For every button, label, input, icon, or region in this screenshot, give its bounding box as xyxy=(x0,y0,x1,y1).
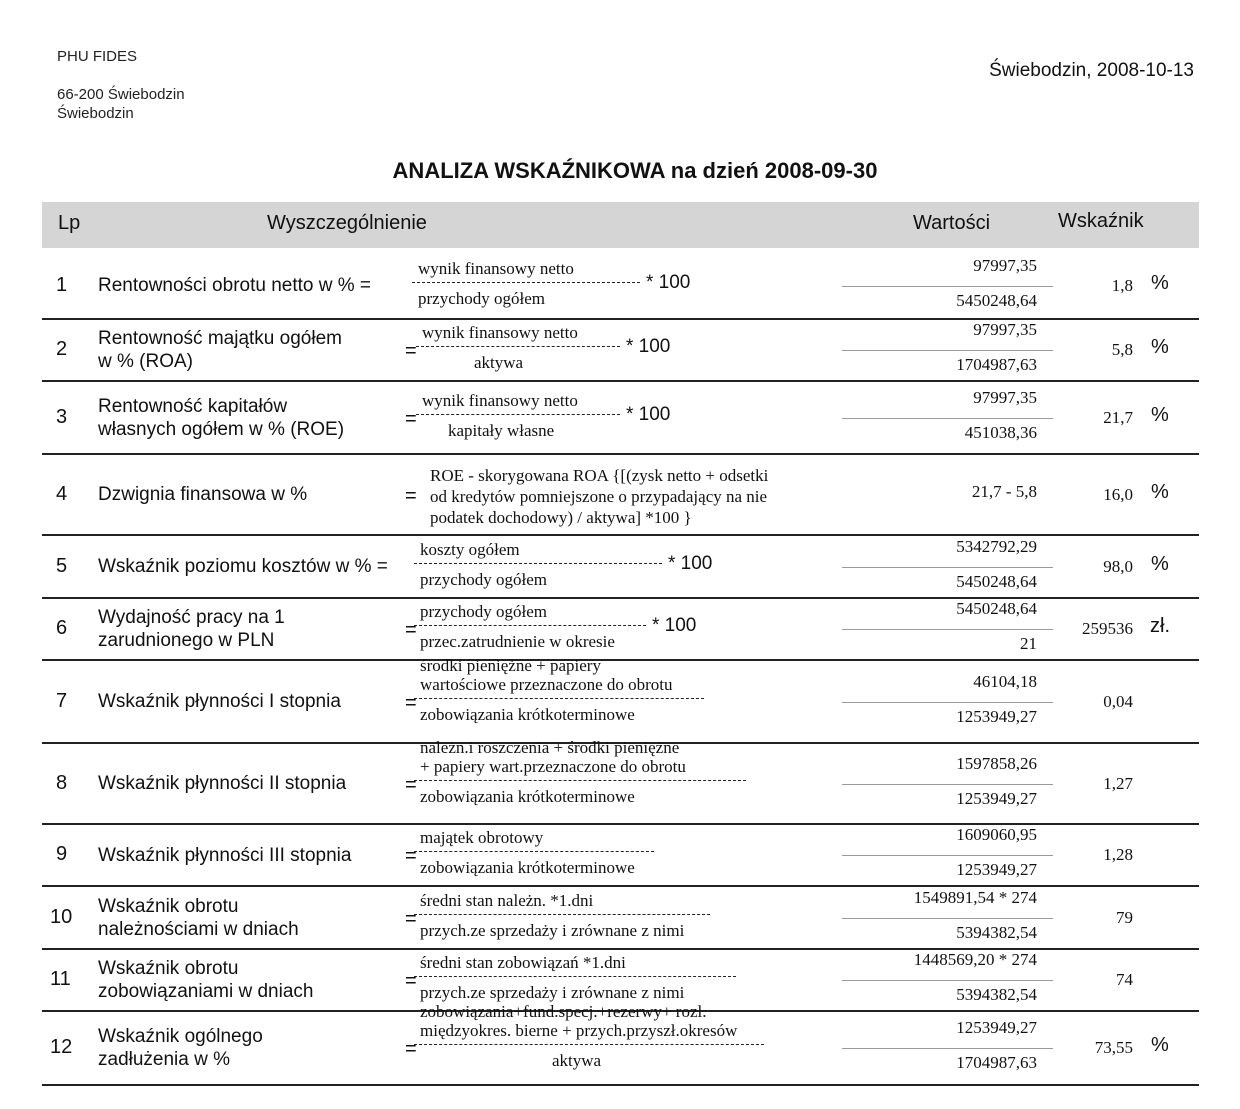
formula-denominator-line: przychody ogółem xyxy=(420,569,547,589)
fraction-line xyxy=(416,414,620,415)
formula-text-line: od kredytów pomniejszone o przypadający na nie xyxy=(430,486,768,506)
place-date: Świebodzin, 2008-10-13 xyxy=(989,60,1194,81)
indicator-value: 0,04 xyxy=(1103,691,1133,711)
equals-sign: = xyxy=(405,340,417,362)
value-denominator: 1704987,63 xyxy=(956,355,1037,374)
row-label-line: Wskaźnik obrotu xyxy=(98,895,239,917)
equals-sign: = xyxy=(405,845,417,867)
formula-numerator xyxy=(420,540,520,559)
indicator-value: 1,27 xyxy=(1103,773,1133,793)
indicator-value: 73,55 xyxy=(1094,1038,1133,1057)
row-label-line: zadłużenia w % xyxy=(98,1049,231,1070)
row-label xyxy=(98,957,313,1003)
value-numerator: 5342792,29 xyxy=(956,536,1037,556)
formula-denominator-line: przychody ogółem xyxy=(418,288,545,308)
row-label xyxy=(98,555,388,578)
company-block xyxy=(57,47,185,123)
col-header-desc: Wyszczególnienie xyxy=(267,212,427,234)
formula-denominator-line: przec.zatrudnienie w okresie xyxy=(420,632,615,651)
col-header-lp: Lp xyxy=(58,212,81,234)
row-label-line: Wskaźnik płynności II stopnia xyxy=(98,773,347,794)
value-separator xyxy=(842,286,1053,287)
row-number: 10 xyxy=(50,905,73,928)
value-numerator: 5450248,64 xyxy=(956,599,1037,618)
formula-denominator-line: przych.ze sprzedaży i zrównane z nimi xyxy=(420,983,685,1002)
formula-text-line: ROE - skorygowana ROA {[(zysk netto + odsetki xyxy=(430,465,769,485)
equals-sign: = xyxy=(405,970,417,992)
indicator-unit: % xyxy=(1151,403,1169,426)
formula-numerator-line: średni stan zobowiązań *1.dni xyxy=(420,953,626,972)
formula-numerator-line: środki pieniężne + papiery xyxy=(420,655,601,675)
row-label xyxy=(98,772,346,795)
row-label-line: Dzwignia finansowa w % xyxy=(98,484,308,505)
formula-numerator-line: międzyokres. bierne + przych.przyszł.okresów xyxy=(420,1021,738,1040)
value-single: 21,7 - 5,8 xyxy=(971,481,1037,501)
row-number: 11 xyxy=(50,968,71,990)
row-label xyxy=(98,690,341,713)
equals-sign: = xyxy=(405,619,417,641)
row-label-line: Wskaźnik poziomu kosztów w % = xyxy=(98,556,388,577)
fraction-line xyxy=(412,282,640,283)
indicator-value: 79 xyxy=(1116,907,1133,927)
fraction-line xyxy=(414,780,746,781)
value-numerator: 1597858,26 xyxy=(956,753,1037,773)
formula-text xyxy=(430,465,768,528)
value-separator xyxy=(842,350,1053,351)
value-denominator: 5394382,54 xyxy=(956,922,1037,942)
row-number: 2 xyxy=(56,338,68,360)
formula-denominator xyxy=(420,570,547,589)
formula-denominator xyxy=(418,289,545,308)
formula-numerator-line: majątek obrotowy xyxy=(420,828,544,847)
fraction-line xyxy=(414,698,704,699)
formula-numerator-line: średni stan należn. *1.dni xyxy=(420,890,594,910)
value-numerator: 97997,35 xyxy=(973,387,1037,407)
col-header-indicator: Wskaźnik xyxy=(1058,210,1144,232)
formula-denominator xyxy=(420,632,615,651)
row-number: 1 xyxy=(56,273,68,296)
indicator-unit: % xyxy=(1151,480,1169,503)
row-label xyxy=(98,844,351,867)
fraction-line xyxy=(414,625,646,626)
value-numerator: 97997,35 xyxy=(973,320,1037,339)
indicator-value: 21,7 xyxy=(1103,407,1133,427)
formula-numerator xyxy=(420,738,686,776)
row-number: 8 xyxy=(56,771,68,794)
row-label-line: Rentowność majątku ogółem xyxy=(98,328,342,349)
indicator-unit: % xyxy=(1151,552,1169,575)
row-number: 4 xyxy=(56,482,68,505)
company-city: Świebodzin xyxy=(57,105,134,122)
formula-numerator-line: wynik finansowy netto xyxy=(418,258,574,278)
row-label-line: własnych ogółem w % (ROE) xyxy=(98,418,345,440)
indicator-value: 1,8 xyxy=(1111,275,1133,295)
formula-denominator xyxy=(420,858,635,877)
fraction-line xyxy=(414,976,736,977)
company-postal: 66-200 Świebodzin xyxy=(57,86,185,103)
formula-numerator xyxy=(420,602,547,621)
row-number: 6 xyxy=(56,617,68,639)
value-denominator: 1253949,27 xyxy=(956,706,1037,726)
row-number: 5 xyxy=(56,554,68,577)
formula-denominator xyxy=(420,705,635,724)
value-denominator: 5394382,54 xyxy=(956,985,1037,1004)
row-label-line: w % (ROA) xyxy=(98,351,193,372)
value-numerator: 1253949,27 xyxy=(956,1018,1037,1037)
value-separator xyxy=(842,702,1053,703)
formula-denominator xyxy=(420,921,684,940)
indicator-unit: % xyxy=(1151,1034,1169,1056)
formula-numerator-line: zobowiązania+fund.specj.+rezerwy+ rozl. xyxy=(420,1002,707,1021)
equals-sign: = xyxy=(405,407,417,430)
value-denominator: 5450248,64 xyxy=(956,571,1037,591)
equals-sign: = xyxy=(405,773,417,796)
row-label-line: Wskaźnik płynności I stopnia xyxy=(98,691,341,712)
indicator-value: 74 xyxy=(1116,970,1133,989)
formula-numerator xyxy=(420,1002,737,1040)
row-label xyxy=(98,274,371,297)
indicator-value: 1,28 xyxy=(1103,845,1133,864)
value-denominator: 451038,36 xyxy=(964,422,1037,442)
formula-numerator xyxy=(420,828,543,847)
indicator-value: 5,8 xyxy=(1111,340,1133,359)
fraction-line xyxy=(414,563,662,564)
value-numerator: 97997,35 xyxy=(973,255,1037,275)
formula-numerator xyxy=(422,323,578,342)
value-denominator: 1704987,63 xyxy=(956,1053,1037,1072)
formula-denominator-line: przych.ze sprzedaży i zrównane z nimi xyxy=(420,920,685,940)
multiplier: * 100 xyxy=(646,271,691,293)
multiplier: * 100 xyxy=(626,403,671,425)
multiplier: * 100 xyxy=(626,336,671,357)
formula-numerator-line: wynik finansowy netto xyxy=(422,323,578,342)
formula-denominator-line: zobowiązania krótkoterminowe xyxy=(420,858,635,877)
row-label-line: zobowiązaniami w dniach xyxy=(98,981,314,1002)
indicator-unit: % xyxy=(1151,271,1169,294)
row-label-line: należnościami w dniach xyxy=(98,918,299,940)
formula-text-line: podatek dochodowy) / aktywa] *100 } xyxy=(430,507,692,527)
value-numerator: 46104,18 xyxy=(973,671,1037,691)
row-label xyxy=(98,483,307,506)
value-denominator: 21 xyxy=(1020,634,1037,653)
row-label-line: Wydajność pracy na 1 xyxy=(98,607,285,628)
value-numerator: 1448569,20 * 274 xyxy=(913,950,1037,969)
value-separator xyxy=(842,418,1053,419)
row-label xyxy=(98,1025,263,1071)
formula-denominator xyxy=(474,353,523,372)
formula-denominator-line: aktywa xyxy=(474,353,524,372)
formula-numerator xyxy=(422,391,578,410)
company-name: PHU FIDES xyxy=(57,48,138,65)
value-separator xyxy=(842,1048,1053,1049)
formula-numerator xyxy=(420,656,673,694)
row-number: 7 xyxy=(56,689,68,712)
row-number: 12 xyxy=(50,1036,73,1058)
row-label-line: zarudnionego w PLN xyxy=(98,630,275,651)
row-label xyxy=(98,395,344,441)
formula-denominator-line: zobowiązania krótkoterminowe xyxy=(420,786,635,806)
fraction-line xyxy=(416,346,620,347)
indicator-value: 16,0 xyxy=(1103,484,1133,504)
formula-numerator-line: należn.i roszczenia + środki pieniężne xyxy=(420,737,680,757)
fraction-line xyxy=(414,914,710,915)
value-denominator: 1253949,27 xyxy=(956,788,1037,808)
formula-numerator-line: przychody ogółem xyxy=(420,602,547,621)
formula-denominator xyxy=(420,983,684,1002)
formula-numerator xyxy=(418,259,574,278)
equals-sign: = xyxy=(405,691,417,714)
row-divider xyxy=(42,453,1199,455)
formula-denominator-line: kapitały własne xyxy=(448,420,555,440)
formula-numerator-line: wynik finansowy netto xyxy=(422,390,578,410)
row-label xyxy=(98,606,285,652)
formula-denominator xyxy=(552,1051,601,1070)
formula-denominator xyxy=(448,421,554,440)
table-header xyxy=(42,202,1199,248)
row-number: 9 xyxy=(56,843,68,865)
formula-numerator xyxy=(420,891,593,910)
report-title: ANALIZA WSKAŹNIKOWA na dzień 2008-09-30 xyxy=(392,158,878,183)
fraction-line xyxy=(414,851,654,852)
col-header-values: Wartości xyxy=(913,212,991,234)
value-denominator: 5450248,64 xyxy=(956,290,1037,310)
value-numerator: 1549891,54 * 274 xyxy=(913,887,1037,907)
value-separator xyxy=(842,629,1053,630)
formula-numerator-line: wartościowe przeznaczone do obrotu xyxy=(420,674,673,694)
row-label xyxy=(98,895,299,941)
indicator-value: 259536 xyxy=(1082,619,1133,638)
formula-denominator-line: zobowiązania krótkoterminowe xyxy=(420,704,635,724)
formula-numerator-line: koszty ogółem xyxy=(420,539,520,559)
row-label-line: Wskaźnik ogólnego xyxy=(98,1026,263,1047)
value-separator xyxy=(842,567,1053,568)
formula-denominator xyxy=(420,787,635,806)
equals-sign: = xyxy=(405,1038,417,1060)
multiplier: * 100 xyxy=(668,552,713,574)
value-separator xyxy=(842,855,1053,856)
fraction-line xyxy=(414,1044,764,1045)
row-label-line: Rentowność kapitałów xyxy=(98,395,288,417)
row-label-line: Wskaźnik obrotu xyxy=(98,958,239,979)
formula-denominator-line: aktywa xyxy=(552,1051,602,1070)
formula-numerator xyxy=(420,953,626,972)
indicator-unit: zł. xyxy=(1150,615,1170,637)
row-number: 3 xyxy=(56,405,68,428)
indicator-unit: % xyxy=(1151,336,1169,358)
value-separator xyxy=(842,784,1053,785)
equals-sign: = xyxy=(405,484,417,507)
multiplier: * 100 xyxy=(652,615,697,636)
formula-numerator-line: + papiery wart.przeznaczone do obrotu xyxy=(420,756,686,776)
equals-sign: = xyxy=(405,907,417,930)
indicator-value: 98,0 xyxy=(1103,556,1133,576)
value-denominator: 1253949,27 xyxy=(956,860,1037,879)
row-divider xyxy=(42,380,1199,382)
value-separator xyxy=(842,918,1053,919)
row-divider xyxy=(42,1084,1199,1086)
value-numerator: 1609060,95 xyxy=(956,825,1037,844)
row-label xyxy=(98,327,342,373)
row-label-line: Wskaźnik płynności III stopnia xyxy=(98,844,352,866)
value-separator xyxy=(842,980,1053,981)
row-label-line: Rentowności obrotu netto w % = xyxy=(98,275,372,296)
